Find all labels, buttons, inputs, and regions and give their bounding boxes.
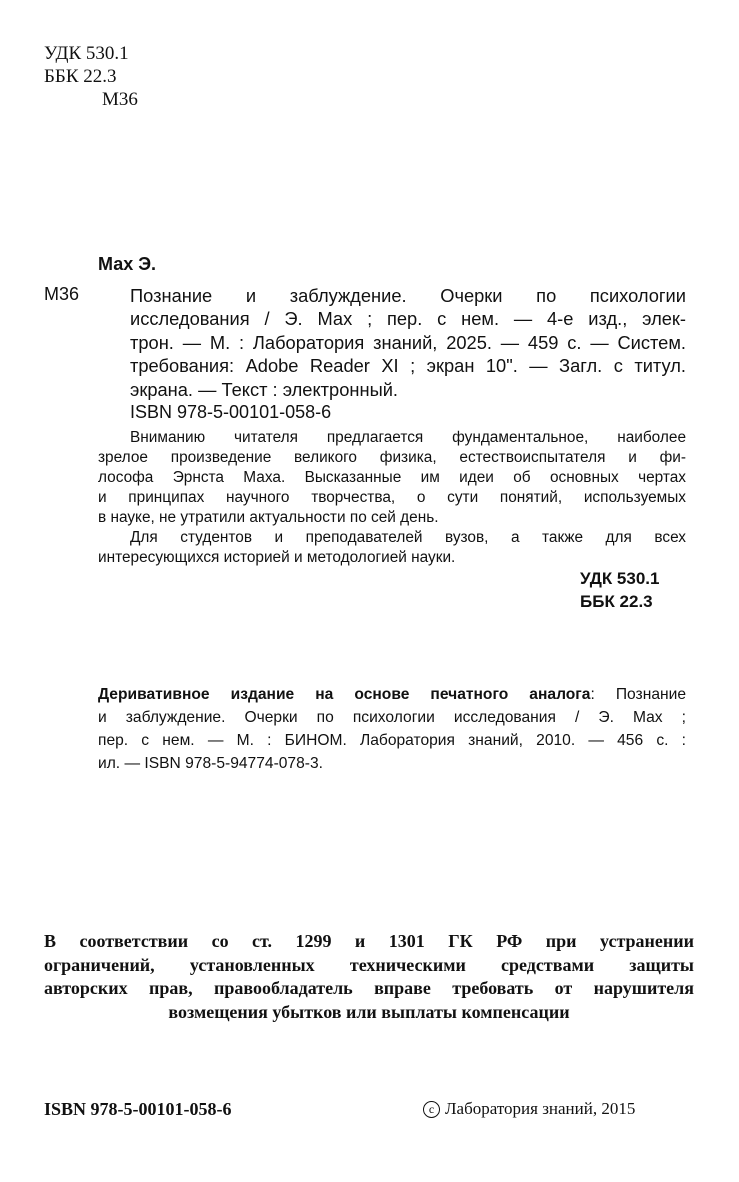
cutter-code: М36 bbox=[102, 89, 138, 110]
biblio-line: исследования / Э. Мах ; пер. с нем. — 4-е изд., элек- bbox=[130, 308, 686, 330]
legal-notice bbox=[44, 930, 694, 1024]
derivative-lead: Деривативное издание на основе печатного аналога bbox=[98, 686, 591, 703]
legal-line: В соответствии со ст. 1299 и 1301 ГК РФ при устранении bbox=[44, 931, 694, 951]
isbn-footer: ISBN 978-5-00101-058-6 bbox=[44, 1099, 232, 1119]
derivative-line: и заблуждение. Очерки по психологии исследования / Э. Мах ; bbox=[98, 709, 686, 726]
legal-line: ограничений, установленных техническими средствами защиты bbox=[44, 954, 694, 975]
derivative-line bbox=[98, 683, 686, 706]
audience-line: интересующихся историей и методологией науки. bbox=[98, 549, 456, 566]
biblio-line: трон. — М. : Лаборатория знаний, 2025. — 459 с. — Систем. bbox=[130, 331, 686, 353]
derivative-lead-rest: : Познание bbox=[590, 686, 686, 703]
audience-line: Для студентов и преподавателей вузов, а также для всех bbox=[130, 529, 686, 546]
biblio-line: требования: Adobe Reader XI ; экран 10". — Загл. с титул. bbox=[130, 355, 686, 377]
bbk-code: ББК 22.3 bbox=[580, 592, 653, 611]
udk-code: УДК 530.1 bbox=[44, 43, 129, 64]
copyright-icon: c bbox=[423, 1101, 440, 1118]
annotation-line: Вниманию читателя предлагается фундаментальное, наиболее bbox=[130, 429, 686, 446]
annotation-line: лософа Эрнста Маха. Высказанные им идеи об основных чертах bbox=[98, 469, 686, 486]
bibliographic-description bbox=[130, 284, 686, 401]
derivative-line: ил. — ISBN 978-5-94774-078-3. bbox=[98, 755, 323, 772]
classification-codes-bottom bbox=[580, 567, 659, 613]
legal-line: возмещения убытков или выплаты компенсации bbox=[168, 1001, 570, 1022]
annotation bbox=[98, 428, 686, 568]
derivative-edition-note bbox=[98, 683, 686, 775]
annotation-line: зрелое произведение великого физика, естествоиспытателя и фи- bbox=[98, 449, 686, 466]
isbn-entry: ISBN 978-5-00101-058-6 bbox=[130, 402, 332, 422]
classification-codes-top bbox=[44, 42, 138, 111]
biblio-line: Познание и заблуждение. Очерки по психологии bbox=[130, 285, 686, 306]
author-heading: Мах Э. bbox=[98, 254, 157, 274]
bbk-code: ББК 22.3 bbox=[44, 66, 117, 87]
udk-code: УДК 530.1 bbox=[580, 569, 660, 588]
annotation-line: и принципах научного творчества, о сути понятий, используемых bbox=[98, 489, 686, 506]
legal-line: авторских прав, правообладатель вправе требовать от нарушителя bbox=[44, 978, 694, 998]
annotation-line: в науке, не утратили актуальности по сей день. bbox=[98, 509, 439, 526]
derivative-line: пер. с нем. — М. : БИНОМ. Лаборатория знаний, 2010. — 456 с. : bbox=[98, 732, 686, 749]
copyright-text: Лаборатория знаний, 2015 bbox=[445, 1099, 636, 1118]
cutter-mark: М36 bbox=[44, 284, 80, 304]
biblio-line: экрана. — Текст : электронный. bbox=[130, 378, 398, 400]
copyright-notice bbox=[423, 1099, 635, 1119]
